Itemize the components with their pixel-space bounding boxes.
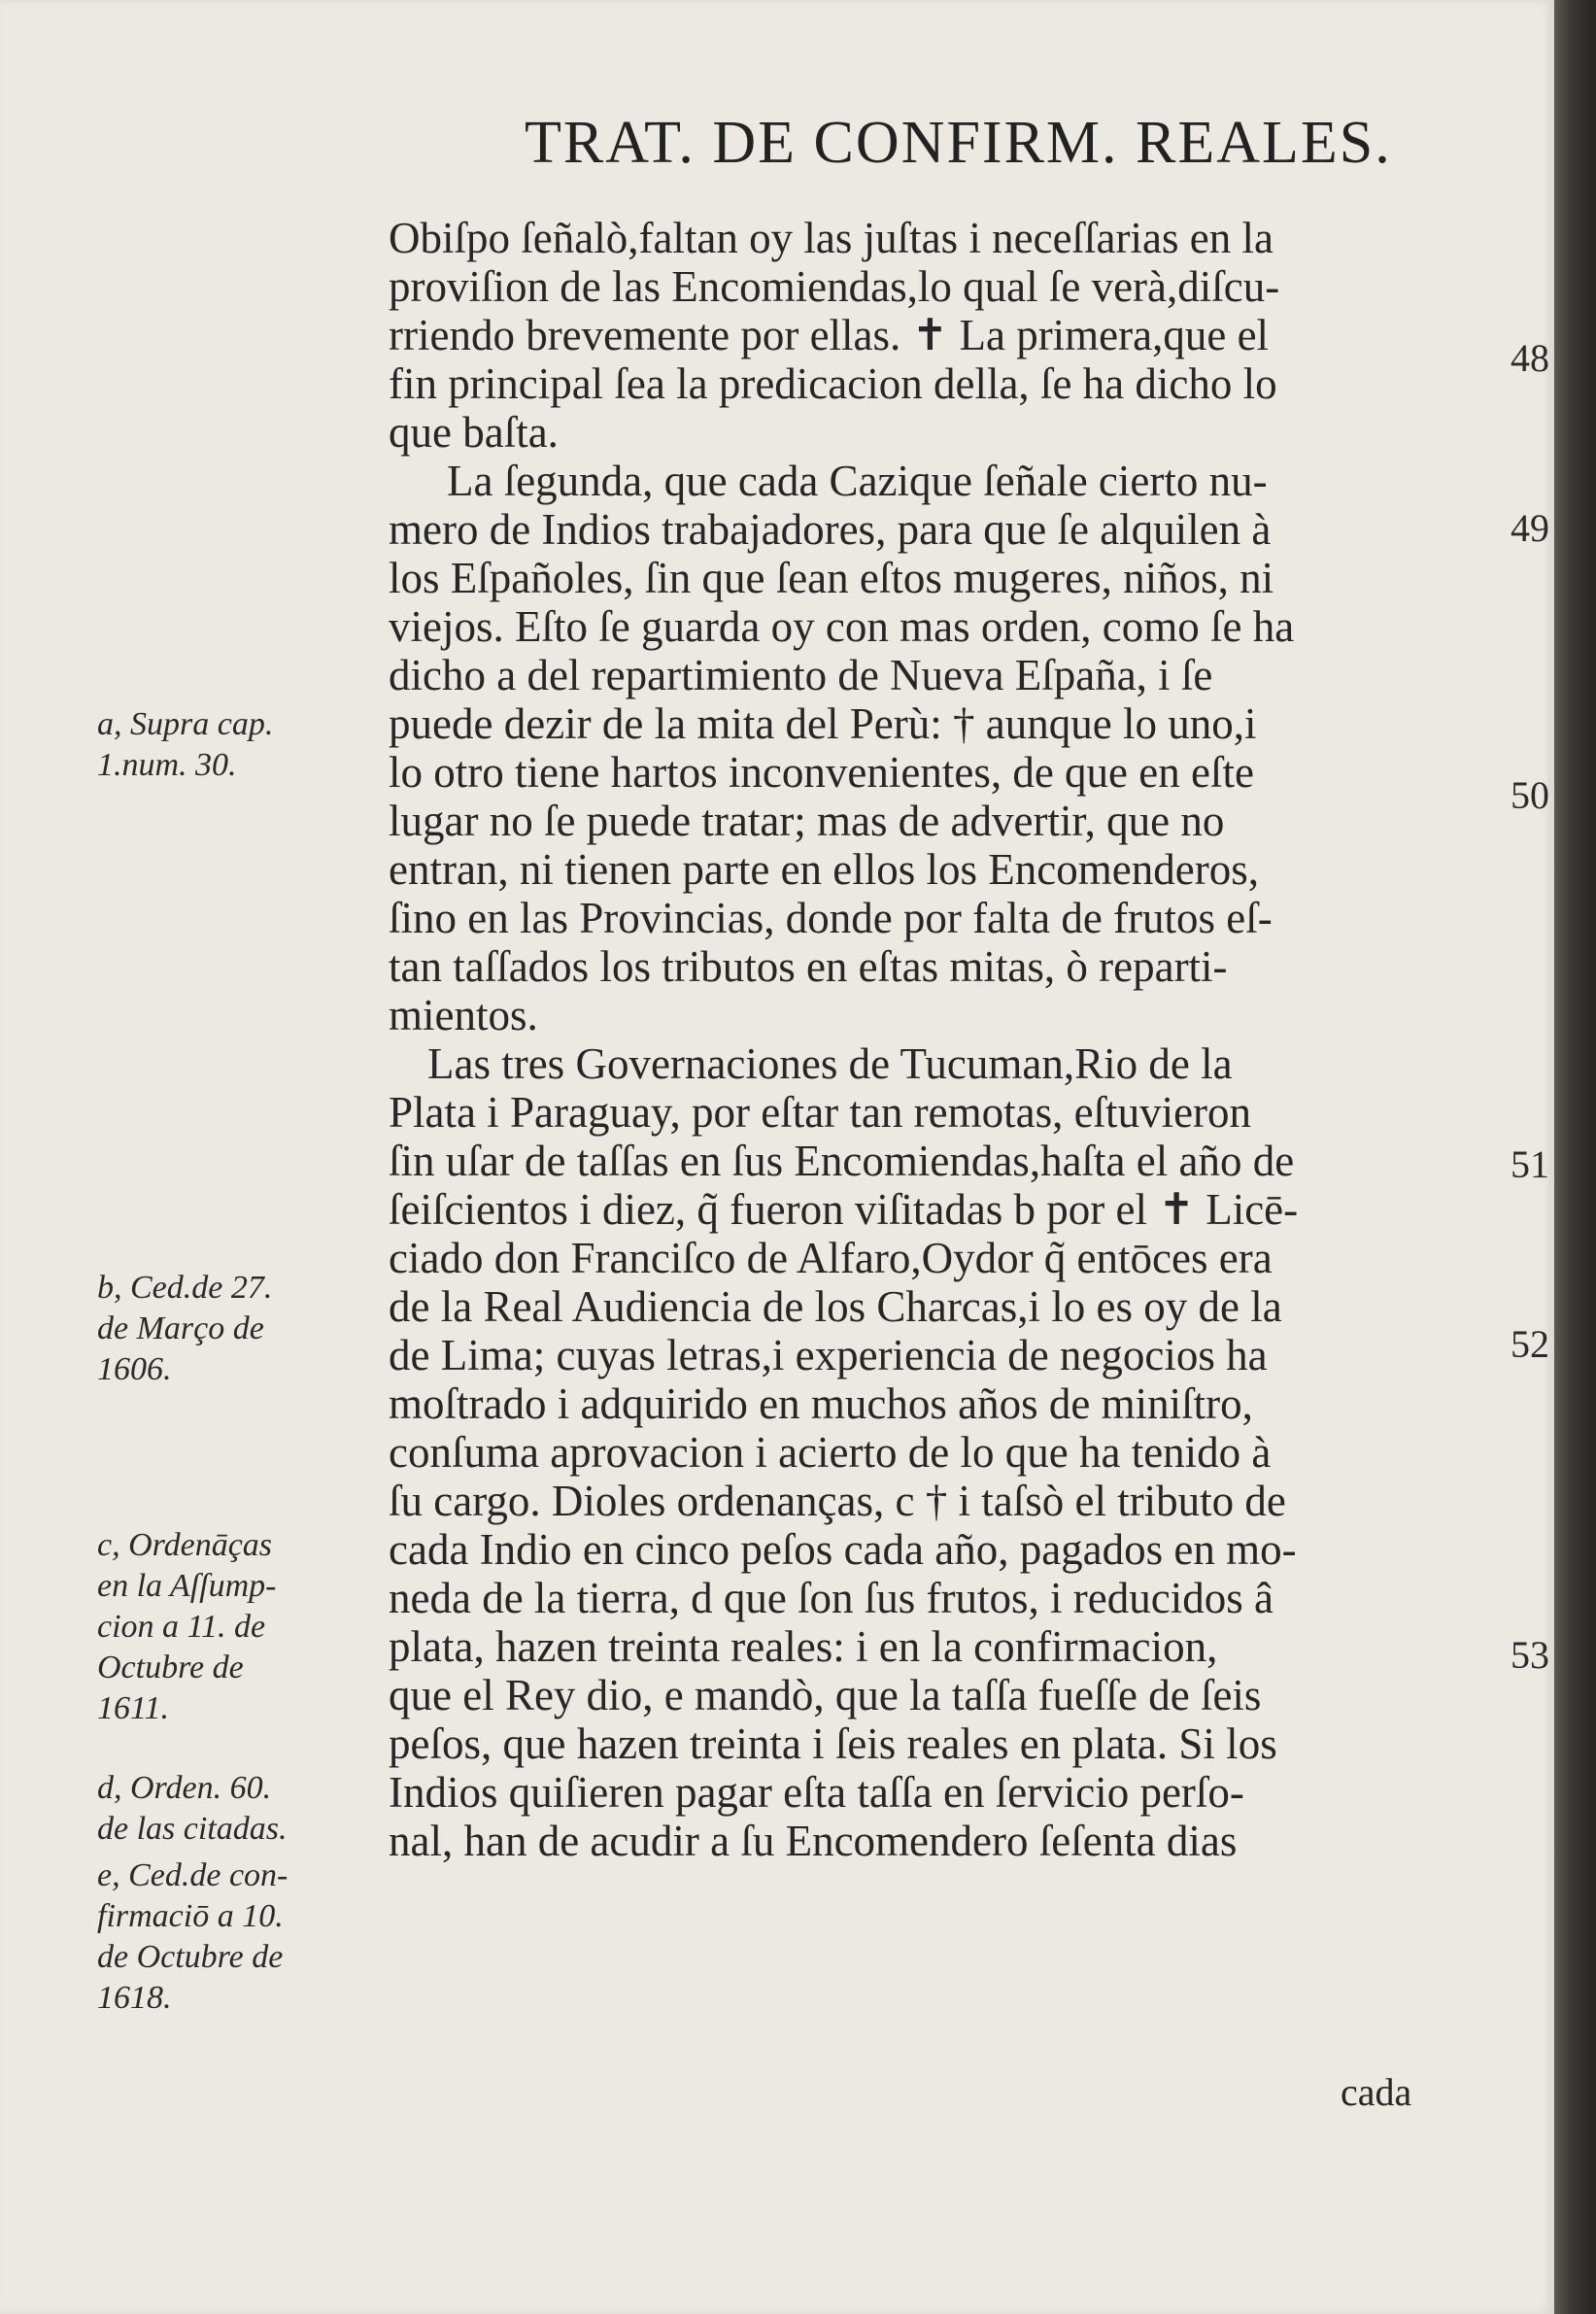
text-line: cada Indio en cinco peſos cada año, pagados en mo-	[389, 1525, 1297, 1574]
text-line: tan taſſados los tributos en eſtas mitas, ò reparti-	[389, 942, 1228, 991]
text-line: puede dezir de la mita del Perù: † aunque lo uno,i	[389, 699, 1257, 748]
sidenote-line: c, Ordenāças	[97, 1527, 273, 1563]
sidenote-line: d, Orden. 60.	[97, 1770, 272, 1806]
sidenote	[97, 1855, 379, 2019]
text-line: ſino en las Provincias, donde por falta de frutos eſ-	[389, 894, 1273, 942]
header-title: TRAT. DE CONFIRM. REALES.	[525, 110, 1392, 176]
text-line: dicho a del repartimiento de Nueva Eſpaña, i ſe	[389, 651, 1213, 699]
text-line: moſtrado i adquirido en muchos años de miniſtro,	[389, 1379, 1253, 1428]
margin-number: 50	[1511, 773, 1549, 817]
text-line: rriendo brevemente por ellas. ✝ La primera,que el	[389, 311, 1270, 359]
text-line: proviſion de las Encomiendas,lo qual ſe verà,diſcu-	[389, 262, 1280, 311]
sidenote-line: de las citadas.	[97, 1811, 288, 1847]
sidenote-line: Octubre de	[97, 1650, 244, 1685]
text-line: Plata i Paraguay, por eſtar tan remotas, eſtuvieron	[389, 1088, 1252, 1137]
text-line: Indios quiſieren pagar eſta taſſa en ſervicio perſo-	[389, 1768, 1244, 1817]
text-line: Obiſpo ſeñalò,faltan oy las juſtas i neceſſarias en la	[389, 214, 1273, 262]
text-line: ciado don Franciſco de Alfaro,Oydor q̃ entōces era	[389, 1234, 1273, 1282]
sidenote-line: 1.num. 30.	[97, 747, 237, 783]
text-line: mientos.	[389, 991, 538, 1039]
sidenote	[97, 704, 379, 786]
text-line: los Eſpañoles, ſin que ſean eſtos mugeres, niños, ni	[389, 554, 1274, 602]
text-line: La ſegunda, que cada Cazique ſeñale cierto nu-	[447, 457, 1268, 505]
sidenote-line: en la Aſſump-	[97, 1568, 277, 1604]
running-header	[525, 109, 1399, 178]
sidenote-line: 1618.	[97, 1980, 172, 2016]
sidenote-line: de Março de	[97, 1310, 264, 1346]
text-line: plata, hazen treinta reales: i en la confirmacion,	[389, 1622, 1218, 1671]
margin-number: 51	[1511, 1142, 1549, 1186]
margin-number: 53	[1511, 1633, 1549, 1677]
text-line: mero de Indios trabajadores, para que ſe alquilen à	[389, 505, 1272, 554]
sidenote-line: 1606.	[97, 1351, 172, 1387]
sidenote-line: de Octubre de	[97, 1939, 284, 1975]
margin-number: 49	[1511, 506, 1549, 550]
text-line: lo otro tiene hartos inconvenientes, de que en eſte	[389, 748, 1254, 797]
body-text	[389, 214, 1506, 1865]
text-line: lugar no ſe puede tratar; mas de advertir, que no	[389, 797, 1225, 845]
sidenote	[97, 1525, 379, 1729]
text-line: nal, han de acudir a ſu Encomendero ſeſenta dias	[389, 1817, 1238, 1865]
sidenote-line: 1611.	[97, 1690, 169, 1726]
text-line: que baſta.	[389, 408, 559, 457]
text-line: conſuma aprovacion i acierto de lo que ha tenido à	[389, 1428, 1272, 1477]
text-line: fin principal ſea la predicacion della, ſe ha dicho lo	[389, 359, 1277, 408]
sidenote-line: firmaciō a 10.	[97, 1898, 284, 1934]
text-line: Las tres Governaciones de Tucuman,Rio de la	[427, 1039, 1233, 1088]
text-line: peſos, que hazen treinta i ſeis reales en plata. Si los	[389, 1719, 1277, 1768]
sidenote-line: e, Ced.de con-	[97, 1857, 289, 1893]
book-spine	[1554, 0, 1596, 2314]
sidenote	[97, 1268, 379, 1390]
text-line: entran, ni tienen parte en ellos los Encomenderos,	[389, 845, 1259, 894]
sidenote-line: b, Ced.de 27.	[97, 1270, 273, 1306]
margin-number: 52	[1511, 1322, 1549, 1366]
sidenote-line: a, Supra cap.	[97, 706, 274, 742]
text-line: ſeiſcientos i diez, q̃ fueron viſitadas b por el ✝ Licē-	[389, 1185, 1299, 1234]
text-line: ſu cargo. Dioles ordenanças, c † i taſsò el tributo de	[389, 1477, 1286, 1525]
text-line: que el Rey dio, e mandò, que la taſſa fueſſe de ſeis	[389, 1671, 1262, 1719]
text-line: de Lima; cuyas letras,i experiencia de negocios ha	[389, 1331, 1268, 1379]
margin-number: 48	[1511, 336, 1549, 380]
sidenote-line: cion a 11. de	[97, 1609, 266, 1645]
text-line: de la Real Audiencia de los Charcas,i lo es oy de la	[389, 1282, 1282, 1331]
sidenote	[97, 1768, 379, 1850]
text-line: neda de la tierra, d que ſon ſus frutos, i reducidos â	[389, 1574, 1273, 1622]
text-line: ſin uſar de taſſas en ſus Encomiendas,haſta el año de	[389, 1137, 1295, 1185]
catchword: cada	[1341, 2070, 1412, 2114]
text-line: viejos. Eſto ſe guarda oy con mas orden, como ſe ha	[389, 602, 1295, 651]
